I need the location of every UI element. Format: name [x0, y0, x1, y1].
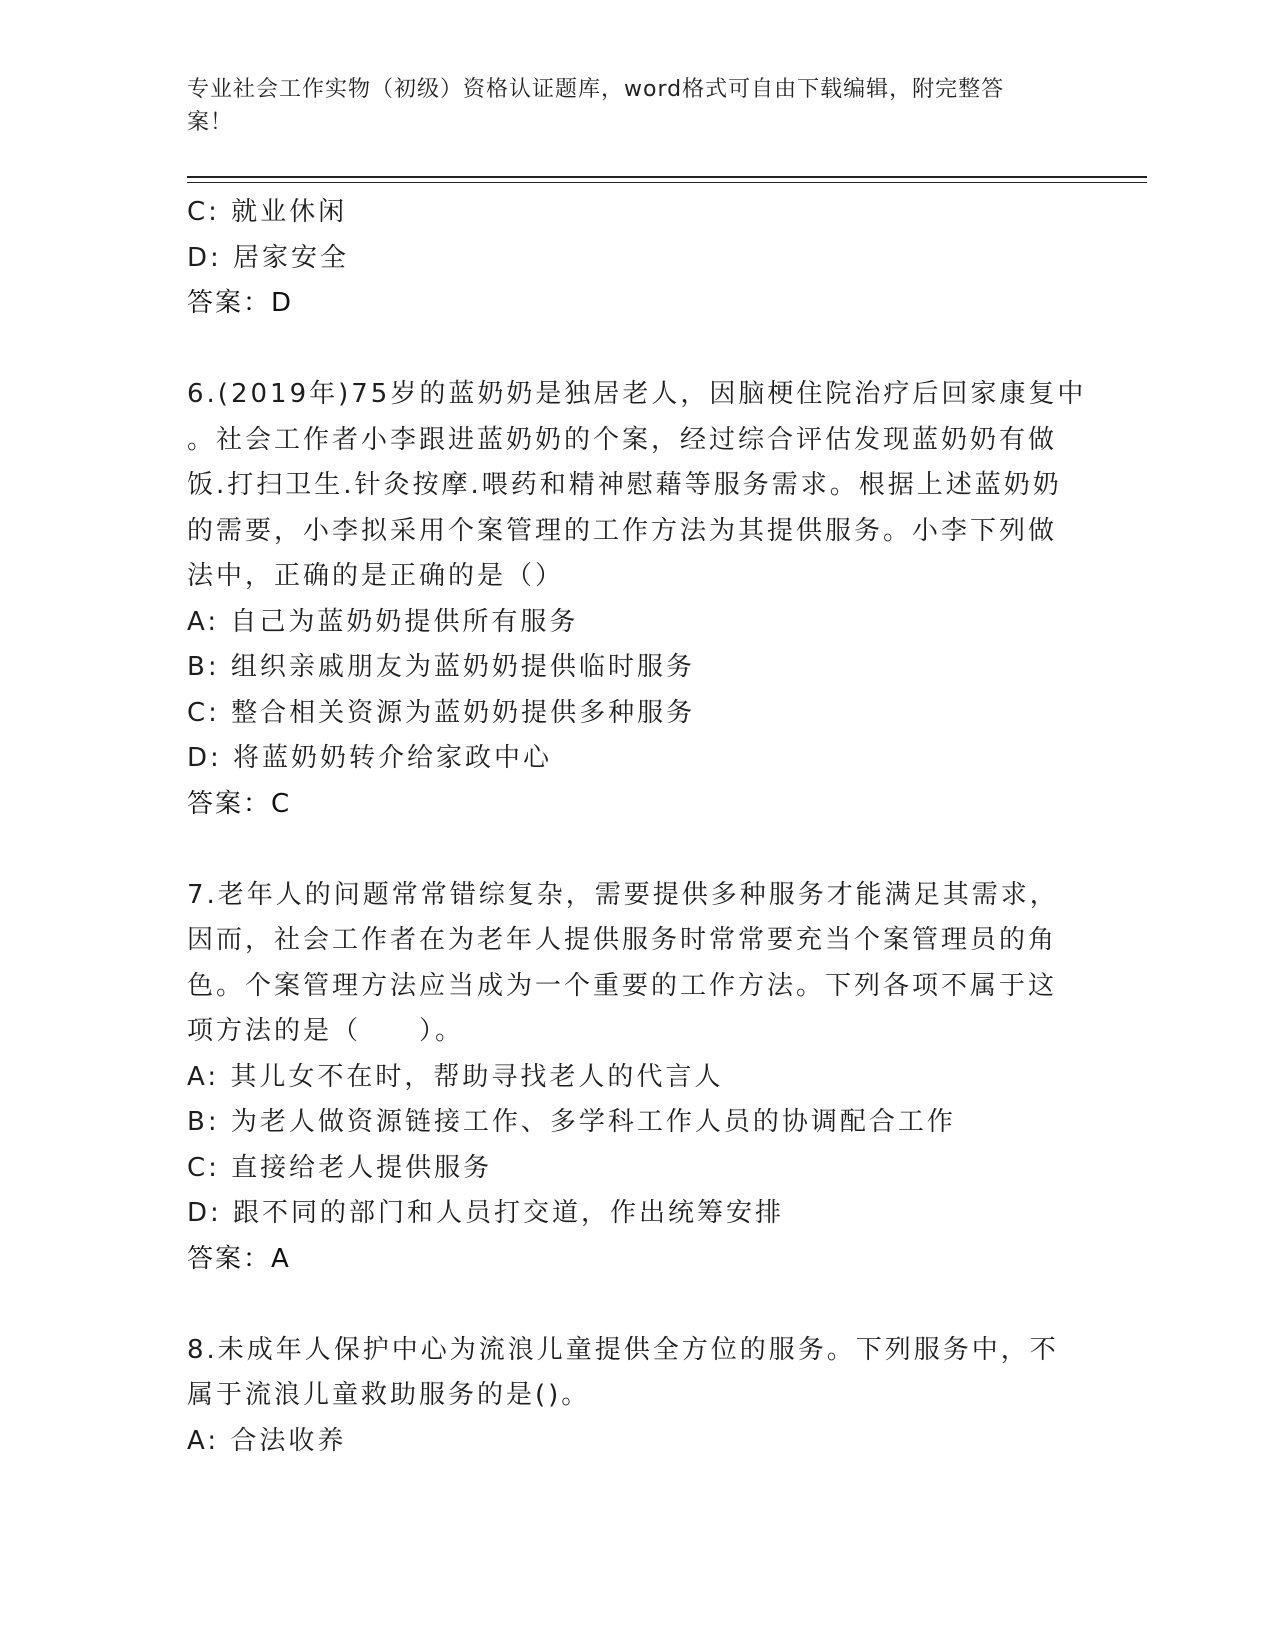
q6-stem-line: 6.(2019年)75岁的蓝奶奶是独居老人，因脑梗住院治疗后回家康复中	[187, 379, 1087, 409]
header-line-1: 专业社会工作实物（初级）资格认证题库，word格式可自由下载编辑，附完整答	[187, 77, 1005, 102]
q6-option-b: B: 组织亲戚朋友为蓝奶奶提供临时服务	[187, 652, 695, 682]
question-6	[187, 372, 1087, 827]
q5-option-c: C: 就业休闲	[187, 197, 348, 227]
q6-stem	[187, 372, 1087, 600]
spacer	[187, 827, 1087, 873]
q7-stem-line: 因而，社会工作者在为老年人提供服务时常常要充当个案管理员的角	[187, 925, 1058, 955]
question-list	[187, 190, 1087, 1464]
q6-stem-line: 的需要，小李拟采用个案管理的工作方法为其提供服务。小李下列做	[187, 515, 1058, 546]
q7-stem-line: 项方法的是（ ）。	[187, 1016, 465, 1046]
q7-stem	[187, 873, 1087, 1055]
q8-stem	[187, 1328, 1087, 1419]
spacer	[187, 1282, 1087, 1328]
q5-answer: 答案：D	[187, 288, 294, 318]
q8-option-a: A: 合法收养	[187, 1425, 347, 1456]
q6-answer: 答案：C	[187, 788, 292, 819]
q7-stem-line: 7.老年人的问题常常错综复杂，需要提供多种服务才能满足其需求，	[187, 879, 1059, 910]
q7-option-c: C: 直接给老人提供服务	[187, 1152, 493, 1183]
q6-option-d: D: 将蓝奶奶转介给家政中心	[187, 743, 553, 773]
q5-option-d: D: 居家安全	[187, 242, 350, 273]
q8-stem-line: 8.未成年人保护中心为流浪儿童提供全方位的服务。下列服务中，不	[187, 1334, 1059, 1365]
header-line-2: 案！	[187, 110, 234, 135]
q7-option-d: D: 跟不同的部门和人员打交道，作出统筹安排	[187, 1198, 785, 1228]
q7-option-a: A: 其儿女不在时，帮助寻找老人的代言人	[187, 1061, 724, 1092]
question-8	[187, 1328, 1087, 1465]
q7-answer: 答案：A	[187, 1243, 291, 1274]
header-rule-thick	[187, 176, 1147, 178]
question-7	[187, 873, 1087, 1283]
q6-stem-line: 饭.打扫卫生.针灸按摩.喂药和精神慰藉等服务需求。根据上述蓝奶奶	[187, 470, 1062, 500]
q6-option-c: C: 整合相关资源为蓝奶奶提供多种服务	[187, 697, 696, 728]
q7-option-b: B: 为老人做资源链接工作、多学科工作人员的协调配合工作	[187, 1107, 956, 1137]
q7-stem-line: 色。个案管理方法应当成为一个重要的工作方法。下列各项不属于这	[187, 970, 1058, 1001]
q6-stem-line: 法中，正确的是正确的是（）	[187, 561, 565, 591]
page-header	[187, 73, 1067, 139]
q6-stem-line: 。社会工作者小李跟进蓝奶奶的个案，经过综合评估发现蓝奶奶有做	[187, 424, 1058, 455]
question-5-tail	[187, 190, 1087, 327]
q8-stem-line: 属于流浪儿童救助服务的是()。	[187, 1380, 591, 1410]
header-rule-thin	[187, 182, 1147, 183]
spacer	[187, 327, 1087, 373]
q6-option-a: A: 自己为蓝奶奶提供所有服务	[187, 606, 579, 637]
